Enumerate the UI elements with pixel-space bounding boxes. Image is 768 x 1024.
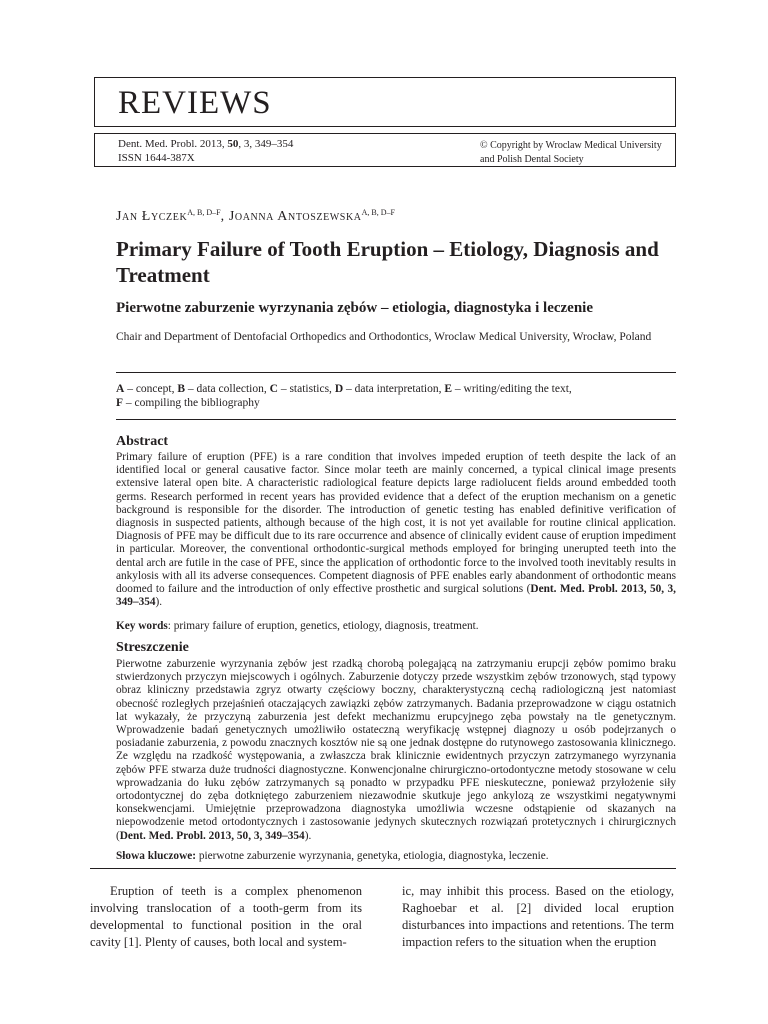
section-header-box — [94, 77, 676, 127]
streszczenie-citation: Dent. Med. Probl. 2013, 50, 3, 349–354 — [119, 829, 305, 842]
keywords-label: Key words — [116, 620, 168, 632]
affiliation: Chair and Department of Dentofacial Orthopedics and Orthodontics, Wroclaw Medical University, Wrocław, Poland — [116, 331, 652, 343]
journal-citation-prefix: Dent. Med. Probl. 2013, — [118, 138, 228, 150]
copyright-line-1: © Copyright by Wroclaw Medical University — [480, 140, 662, 151]
abstract-heading: Abstract — [116, 434, 169, 449]
streszczenie-heading: Streszczenie — [116, 640, 189, 655]
abstract-text: Primary failure of eruption (PFE) is a rare condition that involves impeded eruption of teeth despite the lack of an identified local or general causative factor. Since molar teeth are mainly concerned, a typical clinical image presents extensive lateral open bite. A characteristic radiological feature depicts large radiolucent fields around embedded tooth germs. Research performed in recent years has provided evidence that a defect of the eruption mechanism on a genetic background is responsible for the disorder. The introduction of genetic testing has enabled definitive verification of diagnosis in suspected patients, although because of the high cost, it is not yet available for routine clinical application. Diagnosis of PFE may be difficult due to its rare occurrence and absence of clinically evident cause of eruption impediment in particular. Moreover, the conventional orthodontic-surgical methods employed for bringing unerupted teeth into the dental arch are futile in the case of PFE, since the application of orthodontic force to the involved tooth inevitably results in ankylosis with all its adverse consequences. Competent diagnosis of PFE enables early abandonment of orthodontic means doomed to failure and the introduction of only effective prosthetic and surgical solutions (Dent. Med. Probl. 2013, 50, 3, 349–354). — [116, 451, 677, 609]
journal-volume: 50 — [227, 138, 239, 150]
author-2-contribution: A, B, D–F — [361, 208, 395, 217]
journal-citation-pages: , 3, 349–354 — [238, 138, 294, 150]
slowa-kluczowe-label: Słowa kluczowe: — [116, 850, 197, 862]
body-column-left: Eruption of teeth is a complex phenomenon involving translocation of a tooth-germ from its developmental to functional position in the oral cavity [1]. Plenty of causes, both local and system- — [90, 884, 362, 949]
body-column-right: ic, may inhibit this process. Based on the etiology, Raghoebar et al. [2] divided local eruption disturbances into impactions and retentions. The term impaction refers to the situation when the eruption — [402, 884, 674, 949]
copyright-notice — [480, 139, 662, 167]
journal-issn: ISSN 1644-387X — [118, 152, 195, 164]
keywords: Key words: primary failure of eruption, genetics, etiology, diagnosis, treatment. — [116, 620, 479, 632]
streszczenie-text: Pierwotne zaburzenie wyrzynania zębów jest rzadką chorobą polegającą na zatrzymaniu erupcji zębów pomimo braku stwierdzonych przyczyn miejscowych i ogólnych. Zaburzenie dotyczy przede wszystkim zębów trzonowych, stąd typowy obraz kliniczny przedstawia zgryz otwarty częściowy boczny, charakterystyczną cechą radiologiczną jest natomiast obecność rozległych przejaśnień otaczających zawiązki zębów zatrzymanych. Badania przeprowadzone w ciągu ostatnich lat wykazały, że przyczyną zaburzenia jest defekt mechanizmu erupcyjnego zęba powstały na tle genetycznym. Wprowadzenie badań genetycznych umożliwiło ostateczną weryfikację wstępnej diagnozy u osób podejrzanych o posiadanie zaburzenia, z powodu znacznych kosztów nie są one jednak dostępne do rutynowego zastosowania klinicznego. Ze względu na rzadkość występowania, a zwłaszcza brak klinicznie ewidentnych przyczyn zatrzymanego wyrzynania zębów PFE stwarza duże trudności diagnostyczne. Konwencjonalne chirurgiczno-ortodontyczne metody stosowane w celu wprowadzania do łuku zębów zatrzymanych są ponadto w przypadku PFE nieskuteczne, ponieważ przyłożenie siły ortodontycznej do zęba dotkniętego zaburzeniem niezawodnie skutkuje jego ankylozą ze wszystkimi negatywnymi konsekwencjami. Umiejętnie przeprowadzona diagnostyka umożliwia wczesne odstąpienie od skazanych na niepowodzenie metod ortodontycznych i zastosowanie jedynych skutecznych rozwiązań protetycznych i chirurgicznych (Dent. Med. Probl. 2013, 50, 3, 349–354). — [116, 658, 676, 842]
journal-info-box — [94, 133, 676, 167]
article-title-polish: Pierwotne zaburzenie wyrzynania zębów – etiologia, diagnostyka i leczenie — [116, 300, 594, 316]
abstract-citation: Dent. Med. Probl. 2013, 50, 3, 349–354 — [116, 583, 677, 609]
divider — [116, 419, 676, 420]
divider — [90, 868, 676, 869]
author-list — [116, 208, 395, 225]
journal-citation — [118, 137, 293, 165]
author-contributions: A – concept, B – data collection, C – statistics, D – data interpretation, E – writing/editing the text, F – compiling the bibliography — [116, 383, 572, 409]
slowa-kluczowe: Słowa kluczowe: pierwotne zaburzenie wyrzynania, genetyka, etiologia, diagnostyka, leczenie. — [116, 850, 549, 862]
author-1-contribution: A, B, D–F — [187, 208, 221, 217]
author-separator: , — [220, 209, 229, 224]
article-title: Primary Failure of Tooth Eruption – Etiology, Diagnosis and Treatment — [116, 237, 659, 287]
author-name-1: Jan Łyczek — [116, 209, 188, 224]
author-name-2: Joanna Antoszewska — [228, 209, 362, 224]
copyright-line-2: and Polish Dental Society — [480, 154, 584, 165]
divider — [116, 372, 676, 373]
section-title: REVIEWS — [118, 85, 272, 121]
